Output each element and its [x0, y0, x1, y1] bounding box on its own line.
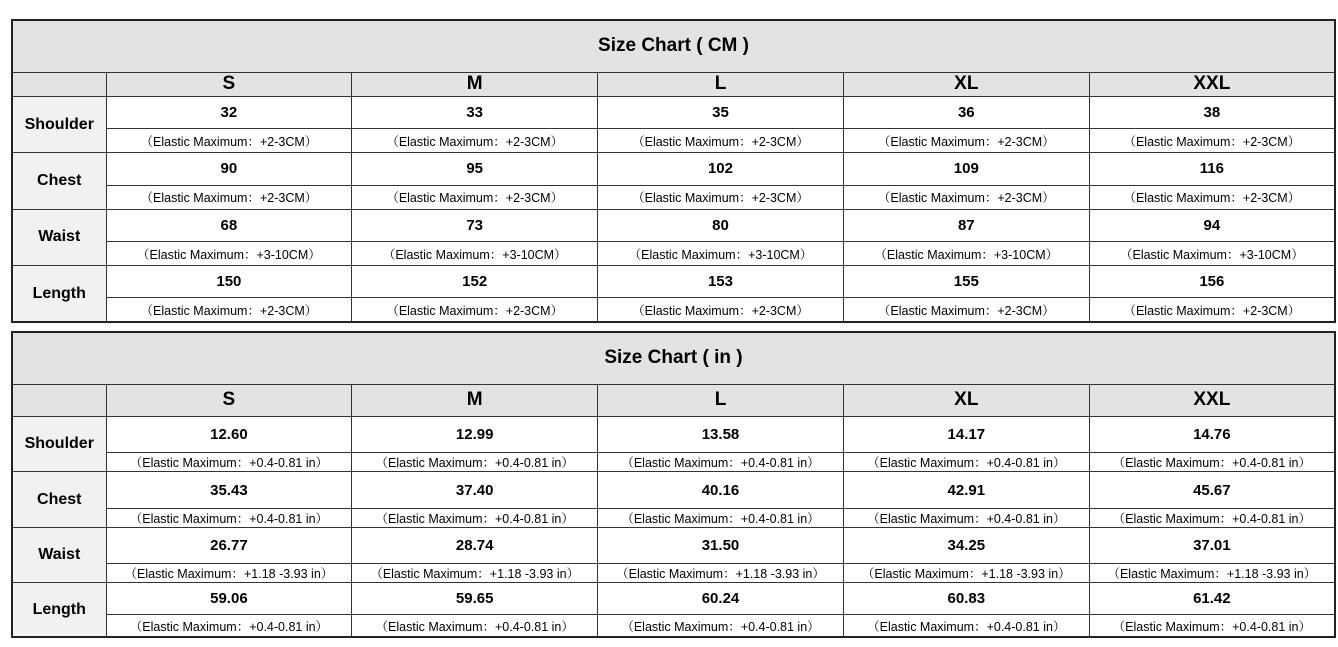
- size-header: XXL: [1089, 384, 1335, 416]
- elastic-note: （Elastic Maximum：+3-10CM）: [598, 241, 844, 265]
- elastic-note: （Elastic Maximum：+1.18 -3.93 in）: [843, 563, 1089, 582]
- measure-value: 61.42: [1089, 583, 1335, 615]
- measure-value: 60.83: [843, 583, 1089, 615]
- chart-title: Size Chart ( in ): [12, 332, 1335, 384]
- measure-value: 36: [843, 97, 1089, 129]
- elastic-note: （Elastic Maximum：+2-3CM）: [598, 129, 844, 153]
- table-row: [12, 153, 1335, 185]
- measure-value: 60.24: [598, 583, 844, 615]
- row-label-waist: Waist: [12, 527, 106, 582]
- chart-title: Size Chart ( CM ): [12, 20, 1335, 72]
- measure-value: 14.76: [1089, 417, 1335, 453]
- measure-value: 80: [598, 209, 844, 241]
- measure-value: 35.43: [106, 472, 352, 508]
- elastic-note: （Elastic Maximum：+2-3CM）: [106, 129, 352, 153]
- measure-value: 109: [843, 153, 1089, 185]
- elastic-note: （Elastic Maximum：+2-3CM）: [843, 129, 1089, 153]
- measure-value: 38: [1089, 97, 1335, 129]
- size-header: XL: [843, 384, 1089, 416]
- elastic-note: （Elastic Maximum：+0.4-0.81 in）: [843, 508, 1089, 527]
- measure-value: 12.99: [352, 417, 598, 453]
- elastic-note: （Elastic Maximum：+2-3CM）: [352, 185, 598, 209]
- size-header: M: [352, 384, 598, 416]
- elastic-note: （Elastic Maximum：+2-3CM）: [106, 185, 352, 209]
- elastic-note: （Elastic Maximum：+0.4-0.81 in）: [1089, 453, 1335, 472]
- table-row: [12, 209, 1335, 241]
- elastic-note: （Elastic Maximum：+2-3CM）: [598, 298, 844, 322]
- elastic-note: （Elastic Maximum：+1.18 -3.93 in）: [106, 563, 352, 582]
- measure-value: 94: [1089, 209, 1335, 241]
- measure-value: 26.77: [106, 527, 352, 563]
- elastic-note: （Elastic Maximum：+2-3CM）: [843, 185, 1089, 209]
- measure-value: 153: [598, 266, 844, 298]
- elastic-note: （Elastic Maximum：+0.4-0.81 in）: [598, 615, 844, 637]
- measure-value: 116: [1089, 153, 1335, 185]
- header-corner: [12, 72, 106, 96]
- table-row: [12, 417, 1335, 453]
- elastic-note: （Elastic Maximum：+2-3CM）: [106, 298, 352, 322]
- elastic-note: （Elastic Maximum：+0.4-0.81 in）: [106, 453, 352, 472]
- measure-value: 14.17: [843, 417, 1089, 453]
- measure-value: 40.16: [598, 472, 844, 508]
- header-corner: [12, 384, 106, 416]
- measure-value: 37.40: [352, 472, 598, 508]
- elastic-note: （Elastic Maximum：+3-10CM）: [843, 241, 1089, 265]
- elastic-note: （Elastic Maximum：+2-3CM）: [1089, 185, 1335, 209]
- elastic-note: （Elastic Maximum：+2-3CM）: [1089, 298, 1335, 322]
- table-row: [12, 583, 1335, 615]
- size-header: M: [352, 72, 598, 96]
- elastic-note: （Elastic Maximum：+2-3CM）: [1089, 129, 1335, 153]
- table-row: [12, 266, 1335, 298]
- row-label-shoulder: Shoulder: [12, 417, 106, 472]
- measure-value: 95: [352, 153, 598, 185]
- elastic-note: （Elastic Maximum：+1.18 -3.93 in）: [352, 563, 598, 582]
- measure-value: 32: [106, 97, 352, 129]
- elastic-note: （Elastic Maximum：+0.4-0.81 in）: [598, 508, 844, 527]
- table-row: [12, 97, 1335, 129]
- size-header: S: [106, 72, 352, 96]
- elastic-note: （Elastic Maximum：+0.4-0.81 in）: [352, 615, 598, 637]
- measure-value: 59.65: [352, 583, 598, 615]
- measure-value: 90: [106, 153, 352, 185]
- row-label-length: Length: [12, 583, 106, 637]
- measure-value: 33: [352, 97, 598, 129]
- measure-value: 13.58: [598, 417, 844, 453]
- size-chart-cm: [11, 19, 1336, 323]
- elastic-note: （Elastic Maximum：+3-10CM）: [1089, 241, 1335, 265]
- measure-value: 155: [843, 266, 1089, 298]
- row-label-waist: Waist: [12, 209, 106, 265]
- measure-value: 156: [1089, 266, 1335, 298]
- elastic-note: （Elastic Maximum：+2-3CM）: [352, 129, 598, 153]
- elastic-note: （Elastic Maximum：+3-10CM）: [352, 241, 598, 265]
- elastic-note: （Elastic Maximum：+0.4-0.81 in）: [1089, 508, 1335, 527]
- measure-value: 152: [352, 266, 598, 298]
- size-header: XL: [843, 72, 1089, 96]
- size-chart-inch: [11, 331, 1336, 638]
- elastic-note: （Elastic Maximum：+2-3CM）: [352, 298, 598, 322]
- elastic-note: （Elastic Maximum：+0.4-0.81 in）: [352, 508, 598, 527]
- elastic-note: （Elastic Maximum：+0.4-0.81 in）: [352, 453, 598, 472]
- size-header: S: [106, 384, 352, 416]
- measure-value: 31.50: [598, 527, 844, 563]
- elastic-note: （Elastic Maximum：+3-10CM）: [106, 241, 352, 265]
- elastic-note: （Elastic Maximum：+0.4-0.81 in）: [106, 508, 352, 527]
- row-label-shoulder: Shoulder: [12, 97, 106, 153]
- elastic-note: （Elastic Maximum：+2-3CM）: [843, 298, 1089, 322]
- size-header: XXL: [1089, 72, 1335, 96]
- measure-value: 87: [843, 209, 1089, 241]
- measure-value: 34.25: [843, 527, 1089, 563]
- size-header: L: [598, 384, 844, 416]
- measure-value: 37.01: [1089, 527, 1335, 563]
- measure-value: 45.67: [1089, 472, 1335, 508]
- elastic-note: （Elastic Maximum：+0.4-0.81 in）: [598, 453, 844, 472]
- elastic-note: （Elastic Maximum：+0.4-0.81 in）: [843, 615, 1089, 637]
- table-row: [12, 472, 1335, 508]
- measure-value: 12.60: [106, 417, 352, 453]
- table-row: [12, 527, 1335, 563]
- elastic-note: （Elastic Maximum：+1.18 -3.93 in）: [598, 563, 844, 582]
- elastic-note: （Elastic Maximum：+0.4-0.81 in）: [1089, 615, 1335, 637]
- measure-value: 102: [598, 153, 844, 185]
- size-header: L: [598, 72, 844, 96]
- elastic-note: （Elastic Maximum：+0.4-0.81 in）: [106, 615, 352, 637]
- measure-value: 35: [598, 97, 844, 129]
- measure-value: 42.91: [843, 472, 1089, 508]
- row-label-chest: Chest: [12, 153, 106, 209]
- measure-value: 68: [106, 209, 352, 241]
- row-label-length: Length: [12, 266, 106, 322]
- measure-value: 28.74: [352, 527, 598, 563]
- elastic-note: （Elastic Maximum：+1.18 -3.93 in）: [1089, 563, 1335, 582]
- row-label-chest: Chest: [12, 472, 106, 527]
- elastic-note: （Elastic Maximum：+2-3CM）: [598, 185, 844, 209]
- measure-value: 150: [106, 266, 352, 298]
- measure-value: 73: [352, 209, 598, 241]
- measure-value: 59.06: [106, 583, 352, 615]
- elastic-note: （Elastic Maximum：+0.4-0.81 in）: [843, 453, 1089, 472]
